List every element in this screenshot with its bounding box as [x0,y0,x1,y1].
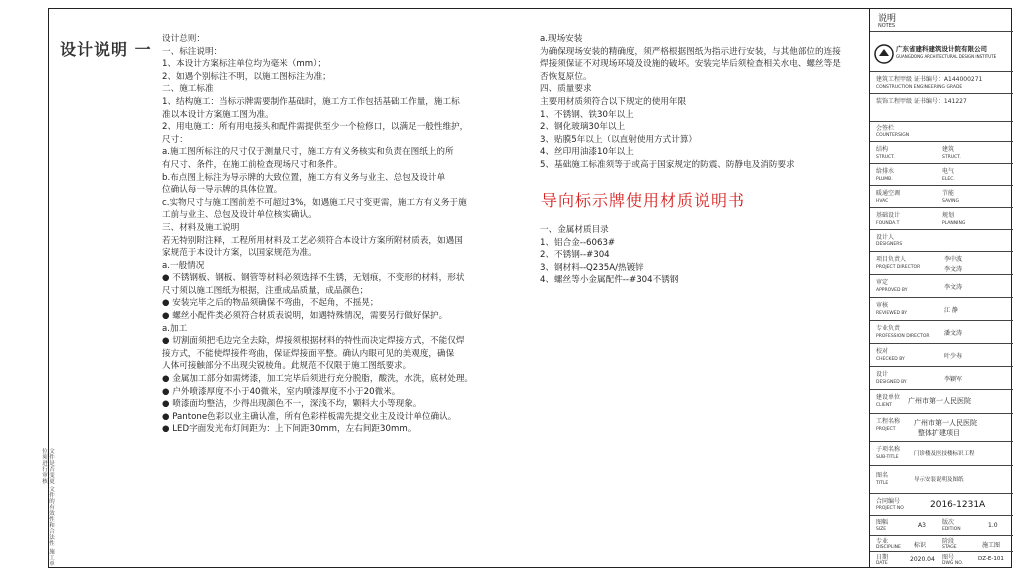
note-line: 家规范于本设计方案，以国家规范为准。 [162,248,317,259]
material-spec-title: 导向标示牌使用材质说明书 [541,191,746,210]
note-line: 尺寸： [162,134,188,145]
material-item: 一、金属材质目录 [540,225,609,235]
tb-notes-cn: 说明 [878,14,897,24]
tb-person-row [870,344,1013,367]
tb-person-role: 项目负责人 [876,256,907,263]
tb-countersign-le: STRUCT. [876,155,895,160]
material-item: 1、铝合金--6063# [540,237,616,248]
tb-countersign-header [870,122,1013,142]
tb-project-label: 工程名称 [876,418,901,425]
note-line: 四、质量要求 [540,84,592,95]
tb-figure-row [870,466,1013,494]
tb-person-role-en: PROFESSION DIRECTOR [876,334,930,339]
title-block [869,8,1012,568]
note-line: 有尺寸、条件，在施工前检查现场尺寸和条件。 [162,159,343,170]
tb-client-label-en: CLIENT [876,403,892,408]
tb-project-no: 2016-1231A [930,500,986,510]
tb-subtitle-label-en: SUB-TITLE [876,455,899,460]
material-item: 4、螺丝等小金属配件--#304不锈钢 [540,275,679,286]
tb-person-role: 专业负责 [876,325,901,332]
tb-person-row [870,275,1013,298]
note-line: 一、标注说明： [162,46,223,57]
note-line: ● 户外喷漆厚度不小于40微米，室内喷漆厚度不小于20微米。 [162,386,401,397]
note-line: ● 切割面须把毛边完全去除，焊接须根据材料的特性而决定焊接方式，不能仅焊 [162,336,465,347]
tb-countersign-re: SAVING [942,199,959,204]
tb-person-name: 李颖军 [944,376,963,383]
tb-countersign-r: 建筑 [942,146,955,153]
tb-person-role-en: REVIEWED BY [876,311,907,316]
tb-qual1: 建筑工程甲级 证书编号：A144000271 [876,76,983,83]
tb-sheet: DZ-E-101 [978,556,1004,562]
tb-figure-label: 图名 [876,472,889,479]
note-line: 2、如遇个别标注不明，以施工图标注为准； [162,71,331,82]
tb-person-role: 设计 [876,371,889,378]
note-line: 二、施工标准 [162,84,214,95]
note-line: 4、丝印用油漆10年以上 [540,147,634,158]
tb-countersign-le: PLUMB. [876,177,893,182]
tb-designer-header [870,230,1013,252]
tb-person-name: 潘文涛 [944,330,963,337]
tb-stage: 施工图 [982,542,1001,549]
tb-qual2: 装饰工程甲级 证书编号：141227 [876,98,967,105]
tb-person-role-en: PROJECT DIRECTOR [876,265,921,270]
tb-subtitle-row [870,442,1013,466]
tb-person-role: 审定 [876,279,889,286]
tb-company-en: GUANGDONG ARCHITECTURAL DESIGN INSTITUTE [896,54,997,59]
tb-project-no-label: 合同编号 [876,498,901,505]
tb-date-label: 日期 [876,554,889,561]
note-line: b.布点图上标注为导示牌的大致位置，施工方有义务与业主、总包及设计单 [162,172,446,183]
tb-countersign-r: 规划 [942,212,955,219]
note-line: 三、材料及施工说明 [162,222,240,233]
note-line: 1、结构施工：当标示牌需要制作基础时，施工方工作包括基础工作量，施工标 [162,96,460,107]
tb-client-label: 建设单位 [876,394,901,401]
tb-countersign-row [870,164,1013,186]
tb-figure: 导示安装说明及图纸 [914,477,964,483]
tb-person-row [870,252,1013,275]
tb-date-row [870,552,1013,568]
tb-countersign-row [870,208,1013,230]
note-line: 准以本设计方案施工图为准。 [162,109,274,120]
tb-version: 1.0 [988,522,998,529]
note-line: 为确保现场安装的精确度，须严格根据图纸为指示进行安装，与其他部位的连接 [540,46,841,57]
tb-countersign-l: 结构 [876,146,889,153]
tb-stage-label-en: STAGE [942,545,957,550]
tb-qual-row-1 [870,72,1013,94]
note-line: a.一般情况 [162,260,205,271]
tb-date: 2020.04 [910,556,935,563]
tb-person-row [870,367,1013,390]
tb-countersign-le: HVAC [876,199,889,204]
tb-subtitle-label: 子项名称 [876,446,901,453]
tb-person-name: 李文涛 [944,266,963,273]
tb-countersign-l: 基础设计 [876,212,901,219]
tb-countersign-en: COUNTERSIGN [876,133,910,138]
tb-discipline-label: 专业 [876,538,889,545]
material-item: 3、钢材料--Q235A/热镀锌 [540,262,644,273]
note-line: 若无特别附注释，工程所用材料及工艺必须符合本设计方案所附材质表，如遇国 [162,235,463,246]
tb-project-row [870,414,1013,442]
note-line: 5、基础施工标准须等于或高于国家规定的防震、防静电及消防要求 [540,159,795,170]
tb-person-role: 校对 [876,348,889,355]
tb-countersign-r: 电气 [942,168,955,175]
tb-project-2: 整体扩建项目 [918,429,960,437]
company-logo-icon [874,44,894,64]
tb-project-no-row [870,494,1013,516]
note-line: 接方式，不能使焊接件弯曲，保证焊接面平整。确认内眼可见的美观度，确保 [162,348,455,359]
note-line: 2、用电施工：所有用电接头和配件需提供至少一个检修口，以满足一般性维护， [162,122,469,133]
note-line: c.实物尺寸与施工图前差不可超过3%，如遇施工尺寸变更需，施工方有义务于施 [162,197,467,208]
tb-subtitle: 门诊楼及医技楼标识工程 [914,451,975,457]
note-line: ● LED字面发光布灯间距为：上下间距30mm，左右间距30mm。 [162,424,417,435]
design-notes-column-1 [162,33,502,436]
note-line: 尺寸须以施工图纸为根据，注重成品质量，成品颜色； [162,285,369,296]
tb-stage-label: 阶段 [942,538,955,545]
tb-project-no-label-en: PROJECT NO [876,506,904,511]
tb-person-name: 江 静 [944,307,958,314]
tb-designer-cn: 设计人 [876,234,895,241]
note-line: 设计总则： [162,34,205,44]
tb-project-label-en: PROJECT [876,427,896,432]
note-line: a.现场安装 [540,34,583,44]
note-line: 1、本设计方案标注单位均为毫米（mm）； [162,59,327,70]
tb-countersign-cn: 会签栏 [876,125,895,132]
tb-client: 广州市第一人民医院 [908,397,971,405]
note-line: ● Pantone色彩以业主确认准，所有色彩样板需先提交业主及设计单位确认。 [162,411,457,422]
tb-person-name: 李中波 [944,256,963,263]
note-line: ● 喷漆面均整洁，少得出现颜色不一，深浅不均，颗料大小等现象。 [162,399,422,410]
tb-qual-row-2 [870,94,1013,122]
note-line: ● 金属加工部分如需烤漆，加工完毕后须进行充分脱脂，酸洗，水洗，底材处理。 [162,374,474,385]
tb-company-row [870,32,1013,72]
tb-person-name: 李文涛 [944,284,963,291]
note-line: a.加工 [162,323,188,334]
tb-version-label-en: EDITION [942,527,961,532]
tb-countersign-re: PLANNING [942,221,966,226]
tb-person-row [870,298,1013,321]
tb-person-role: 审核 [876,302,889,309]
tb-date-label-en: DATE [876,561,888,566]
tb-sheet-label-en: DWG NO. [942,561,963,566]
tb-person-row [870,321,1013,344]
page-title: 设计说明 一 [60,40,152,59]
tb-size-label-en: SIZE [876,527,887,532]
tb-notes-row [870,8,1013,32]
tb-sheet-label: 图号 [942,554,955,561]
tb-discipline-row [870,536,1013,552]
tb-countersign-re: STRUCT. [942,155,961,160]
tb-countersign-l: 暖通空调 [876,190,901,197]
tb-countersign-re: ELEC. [942,177,955,182]
tb-countersign-l: 给排水 [876,168,895,175]
note-line: 主要用材质须符合以下规定的使用年限 [540,96,687,107]
note-line: ● 螺丝小配件类必须符合材质表说明，如遇特殊情况，需要另行做好保护。 [162,311,448,322]
tb-notes-en: NOTES [878,23,896,29]
tb-company-cn: 广东省建科建筑设计院有限公司 [896,45,987,53]
tb-person-role-en: DESIGNED BY [876,380,907,385]
material-item: 2、不锈钢--#304 [540,250,610,261]
tb-person-role-en: APPROVED BY [876,288,908,293]
note-line: a.施工图所标注的尺寸仅于测量尺寸，施工方有义务核实和负责在图纸上的所 [162,147,454,158]
tb-person-role-en: CHECKED BY [876,357,905,362]
note-line: 1、不锈钢、铁30年以上 [540,109,634,120]
tb-project: 广州市第一人民医院 [914,419,977,427]
tb-size: A3 [918,522,926,529]
note-line: 人体可接触部分不出现尖锐棱角。此规范不仅限于施工图纸要求。 [162,361,412,372]
tb-person-name: 叶少寿 [944,353,963,360]
note-line: 位确认每一导示牌的具体位置。 [162,185,283,196]
note-line: ● 不锈钢板、钢板、钢管等材料必须选择不生锈，无划痕，不变形的材料，形状 [162,273,465,284]
tb-size-row [870,516,1013,536]
tb-version-label: 版次 [942,519,955,526]
tb-designer-en: DESIGNERS [876,242,903,247]
note-line: 否恢复原位。 [540,71,592,82]
tb-countersign-le: FOUNDA.T [876,221,900,226]
tb-discipline: 标识 [914,542,927,549]
tb-countersign-row [870,186,1013,208]
tb-countersign-r: 节能 [942,190,955,197]
tb-discipline-label-en: DISCIPLINE [876,545,901,550]
tb-figure-label-en: TITLE [876,481,889,486]
note-line: 焊接须保证不对现场环境及设施的破坏。安装完毕后须检查相关水电、螺丝等是 [540,59,841,70]
note-line: ● 安装完毕之后的物品须确保不弯曲，不起角，不摇晃； [162,298,379,309]
note-line: 3、贴膜5年以上（以直射使用方式计算） [540,134,698,145]
tb-size-label: 图幅 [876,519,889,526]
note-line: 2、钢化玻璃30年以上 [540,122,626,133]
design-notes-column-2 [540,33,860,172]
tb-qual1-en: CONSTRUCTION ENGINEERING GRADE [876,85,963,90]
left-margin-note: 文件是否变更 文件的有效性和合法性 施工单位须进行审核 [41,448,54,567]
note-line: 工前与业主、总包及设计单位核实确认。 [162,210,317,221]
material-list [540,224,840,287]
tb-countersign-row [870,142,1013,164]
tb-client-row [870,390,1013,414]
